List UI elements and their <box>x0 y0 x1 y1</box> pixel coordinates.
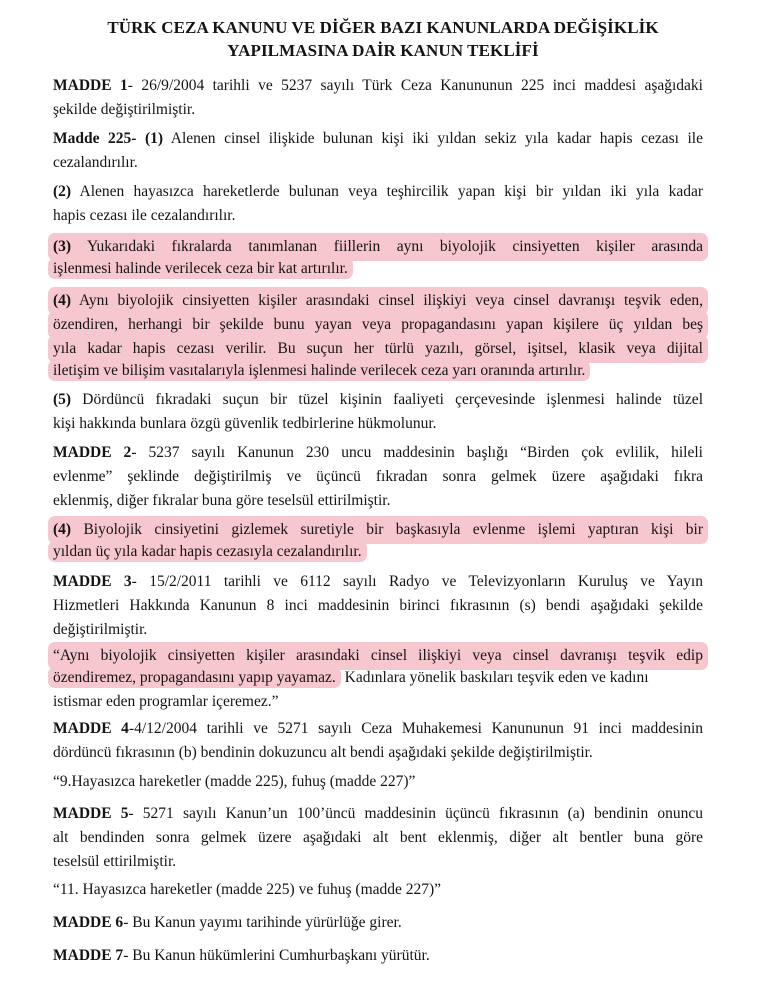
quote-4-text: “9.Hayasızca hareketler (madde 225), fuhuş (madde 227)” <box>53 773 416 790</box>
madde-3-label: MADDE 3 <box>53 573 132 590</box>
madde-5-text: - 5271 sayılı Kanun’un 100’üncü maddesinin üçüncü fıkrasının (a) bendinin onuncu <box>128 805 703 822</box>
madde-1-label: MADDE 1 <box>53 77 128 94</box>
madde-6-text: - Bu Kanun yayımı tarihinde yürürlüğe girer. <box>123 914 402 931</box>
p4-num: (4) <box>53 292 72 309</box>
madde-5-text-2: alt bendinden sonra gelmek üzere aşağıdaki alt bent eklenmiş, diğer alt bentler buna göre <box>53 829 703 846</box>
madde-4-text: -4/12/2004 tarihli ve 5271 sayılı Ceza Muhakemesi Kanununun 91 inci maddesinin <box>128 720 703 737</box>
document-title-line-1: TÜRK CEZA KANUNU VE DİĞER BAZI KANUNLARDA DEĞİŞİKLİK <box>107 18 659 37</box>
madde-7-text: - Bu Kanun hükümlerini Cumhurbaşkanı yürütür. <box>123 947 430 964</box>
quote-3-text-2-rest: Kadınlara yönelik baskıları teşvik eden ve kadını <box>340 669 649 686</box>
madde-225-p1-text-2: cezalandırılır. <box>53 154 138 171</box>
p3-num: (3) <box>53 238 72 255</box>
p4-text-4: iletişim ve bilişim vasıtalarıyla işlenmesi halinde verilecek ceza yarı oranında artırılır. <box>48 360 590 381</box>
p5-text: Dördüncü fıkradaki suçun bir tüzel kişinin faaliyeti çerçevesinde işlenmesi halinde tüzel <box>71 391 703 408</box>
quote-3-text-1: “Aynı biyolojik cinsiyetten kişiler arasındaki cinsel ilişkiyi veya cinsel davranışı teşvik edip <box>48 642 708 670</box>
m2p4-num: (4) <box>53 521 72 538</box>
madde-3-text: - 15/2/2011 tarihli ve 6112 sayılı Radyo ve Televizyonların Kuruluş ve Yayın <box>131 573 703 590</box>
madde-2-label: MADDE 2 <box>53 444 132 461</box>
madde-6-label: MADDE 6 <box>53 914 124 931</box>
p5-text-2: kişi hakkında bunlara özgü güvenlik tedbirlerine hükmolunur. <box>53 415 437 432</box>
madde-4-label: MADDE 4 <box>53 720 129 737</box>
madde-4-text-2: dördüncü fıkrasının (b) bendinin dokuzuncu alt bendi aşağıdaki şekilde değiştirilmiştir. <box>53 744 593 761</box>
p3-text: Yukarıdaki fıkralarda tanımlanan fiillerin aynı biyolojik cinsiyetten kişiler arasında <box>71 238 703 255</box>
madde-5-label: MADDE 5 <box>53 805 129 822</box>
madde-225-label: Madde 225- (1) <box>53 130 164 147</box>
madde-1-text-2: şekilde değiştirilmiştir. <box>53 101 196 118</box>
madde-5-text-3: teselsül ettirilmiştir. <box>53 853 177 870</box>
m2p4-text: Biyolojik cinsiyetini gizlemek suretiyle bir başkasıyla evlenme işlemi yaptıran kişi bir <box>71 521 703 538</box>
p3-text-2: işlenmesi halinde verilecek ceza bir kat artırılır. <box>48 258 353 279</box>
p5-num: (5) <box>53 391 72 408</box>
p2-num: (2) <box>53 183 72 200</box>
quote-5-text: “11. Hayasızca hareketler (madde 225) ve fuhuş (madde 227)” <box>53 881 442 898</box>
madde-7-label: MADDE 7 <box>53 947 124 964</box>
quote-3-text-2-highlighted: özendiremez, propagandasını yapıp yayamaz. <box>48 667 341 688</box>
madde-3-text-2: Hizmetleri Hakkında Kanunun 8 inci maddesinin birinci fıkrasının (s) bendi aşağıdaki şekilde <box>53 597 703 614</box>
p4-text-3: yıla kadar hapis cezası verilir. Bu suçun her türlü yazılı, görsel, işitsel, klasik veya dijital <box>48 335 708 363</box>
p2-text: Alenen hayasızca hareketlerde bulunan veya teşhircilik yapan kişi bir yıldan iki yıla kadar <box>71 183 703 200</box>
quote-3-text-3: istismar eden programlar içeremez.” <box>53 693 279 710</box>
madde-225-p1-text: Alenen cinsel ilişkide bulunan kişi iki yıldan sekiz yıla kadar hapis cezası ile <box>163 130 703 147</box>
madde-1-text: - 26/9/2004 tarihli ve 5237 sayılı Türk Ceza Kanununun 225 inci maddesi aşağıdaki <box>127 77 703 94</box>
p4-text: Aynı biyolojik cinsiyetten kişiler arasındaki cinsel ilişkiyi veya cinsel davranışı teşvik eden, <box>71 292 703 309</box>
p2-text-2: hapis cezası ile cezalandırılır. <box>53 207 236 224</box>
madde-3-text-3: değiştirilmiştir. <box>53 621 148 638</box>
document-title-line-2: YAPILMASINA DAİR KANUN TEKLİFİ <box>227 41 539 60</box>
m2p4-text-2: yıldan üç yıla kadar hapis cezasıyla cezalandırılır. <box>48 541 367 562</box>
madde-2-text-2: evlenme” şeklinde değiştirilmiş ve üçüncü fıkradan sonra gelmek üzere aşağıdaki fıkra <box>53 468 703 485</box>
p4-text-2: özendiren, herhangi bir şekilde bunu yayan veya propagandasını yapan kişilere üç yıldan beş <box>48 311 708 339</box>
madde-2-text-3: eklenmiş, diğer fıkralar buna göre teselsül ettirilmiştir. <box>53 492 391 509</box>
madde-2-text: - 5237 sayılı Kanunun 230 uncu maddesinin başlığı “Birden çok evlilik, hileli <box>131 444 703 461</box>
